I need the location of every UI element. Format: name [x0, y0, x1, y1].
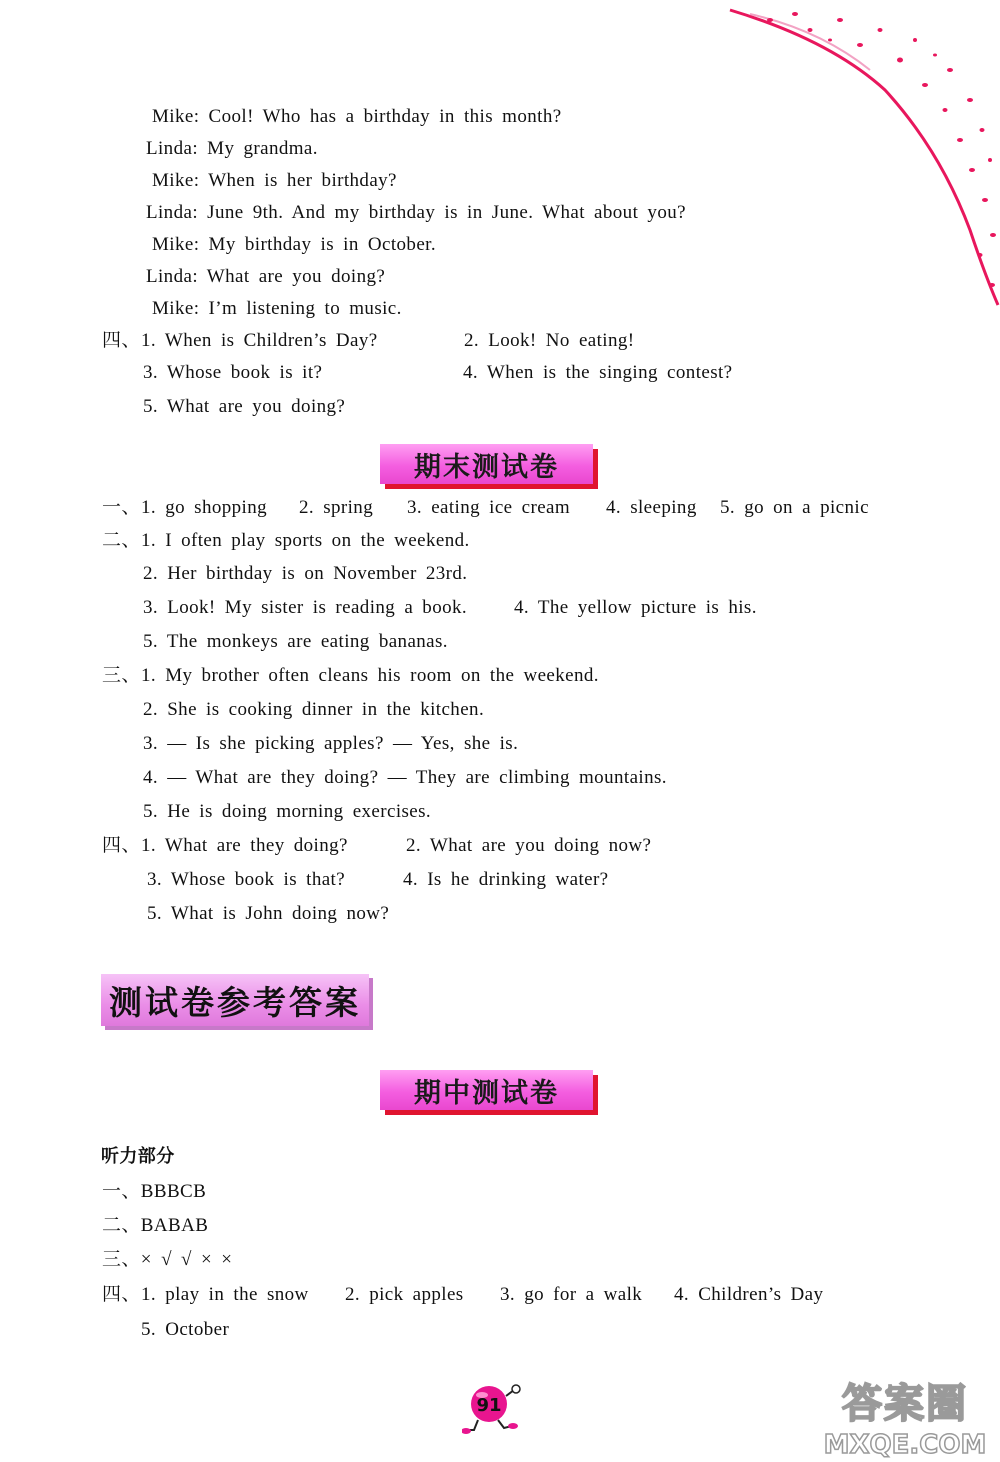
answer-item: 4. The yellow picture is his. — [514, 597, 757, 618]
dialog-line: Linda: What are you doing? — [146, 266, 386, 287]
dialog-line: Mike: My birthday is in October. — [152, 234, 436, 255]
answer-item: 2. She is cooking dinner in the kitchen. — [143, 699, 485, 720]
site-watermark — [815, 1375, 995, 1460]
dialog-line: Mike: I’m listening to music. — [152, 298, 402, 319]
section-lead: 二、 — [102, 530, 141, 551]
answer-item: 3. — Is she picking apples? — Yes, she is. — [143, 733, 519, 754]
answer-item: 5. What is John doing now? — [147, 903, 390, 924]
dialog-line: Mike: When is her birthday? — [152, 170, 397, 191]
answer-item: 1. I often play sports on the weekend. — [141, 530, 470, 551]
final-exam-banner: 期末测试卷 — [380, 444, 593, 484]
answer-item: 5. What are you doing? — [143, 396, 346, 417]
answer-item: 1. play in the snow — [141, 1284, 309, 1305]
dialog-line: Mike: Cool! Who has a birthday in this month? — [152, 106, 562, 127]
ball-mascot-icon — [462, 1380, 532, 1436]
answer-item: 5. go on a picnic — [720, 497, 869, 518]
answer-item: 三、× √ √ × × — [102, 1249, 233, 1270]
answer-item: 3. go for a walk — [500, 1284, 643, 1305]
answer-item: 3. Look! My sister is reading a book. — [143, 597, 468, 618]
watermark-brand: 答案圈 — [842, 1381, 968, 1427]
answer-item: 5. The monkeys are eating bananas. — [143, 631, 448, 652]
answer-item: 4. Is he drinking water? — [403, 869, 609, 890]
answer-item: 5. He is doing morning exercises. — [143, 801, 432, 822]
answer-item: 2. spring — [299, 497, 374, 518]
page-number: 91 — [476, 1395, 502, 1416]
section-lead: 三、 — [102, 665, 141, 686]
answer-item: 1. When is Children’s Day? — [141, 330, 378, 351]
answer-item: 5. October — [141, 1319, 230, 1340]
section-lead: 四、 — [102, 1284, 141, 1305]
answer-item: 1. My brother often cleans his room on the weekend. — [141, 665, 599, 686]
answer-item: 4. When is the singing contest? — [463, 362, 733, 383]
answer-item: 3. eating ice cream — [407, 497, 571, 518]
floral-corner-decoration — [710, 0, 1000, 320]
answer-item: 4. sleeping — [606, 497, 697, 518]
answer-item: 2. pick apples — [345, 1284, 464, 1305]
answer-item: 2. Look! No eating! — [464, 330, 635, 351]
answer-item: 1. go shopping — [141, 497, 268, 518]
dialog-line: Linda: June 9th. And my birthday is in June. What about you? — [146, 202, 686, 223]
answer-item: 3. Whose book is it? — [143, 362, 323, 383]
answer-item: 4. — What are they doing? — They are climbing mountains. — [143, 767, 667, 788]
answer-item: 4. Children’s Day — [674, 1284, 824, 1305]
watermark-url: MXQE.COM — [823, 1430, 987, 1460]
section-lead: 一、 — [102, 497, 141, 518]
answer-item: 2. Her birthday is on November 23rd. — [143, 563, 468, 584]
answers-heading-banner: 测试卷参考答案 — [101, 974, 369, 1026]
answer-item: 1. What are they doing? — [141, 835, 348, 856]
answer-item: 二、BABAB — [102, 1215, 209, 1236]
midterm-exam-banner: 期中测试卷 — [380, 1070, 593, 1110]
answer-item: 一、BBBCB — [102, 1181, 207, 1202]
answer-item: 2. What are you doing now? — [406, 835, 652, 856]
dialog-line: Linda: My grandma. — [146, 138, 318, 159]
answer-item: 3. Whose book is that? — [147, 869, 346, 890]
page-number-mascot — [462, 1380, 532, 1441]
listening-title: 听力部分 — [101, 1146, 175, 1167]
section-lead: 四、 — [102, 835, 141, 856]
section-lead: 四、 — [102, 330, 141, 351]
